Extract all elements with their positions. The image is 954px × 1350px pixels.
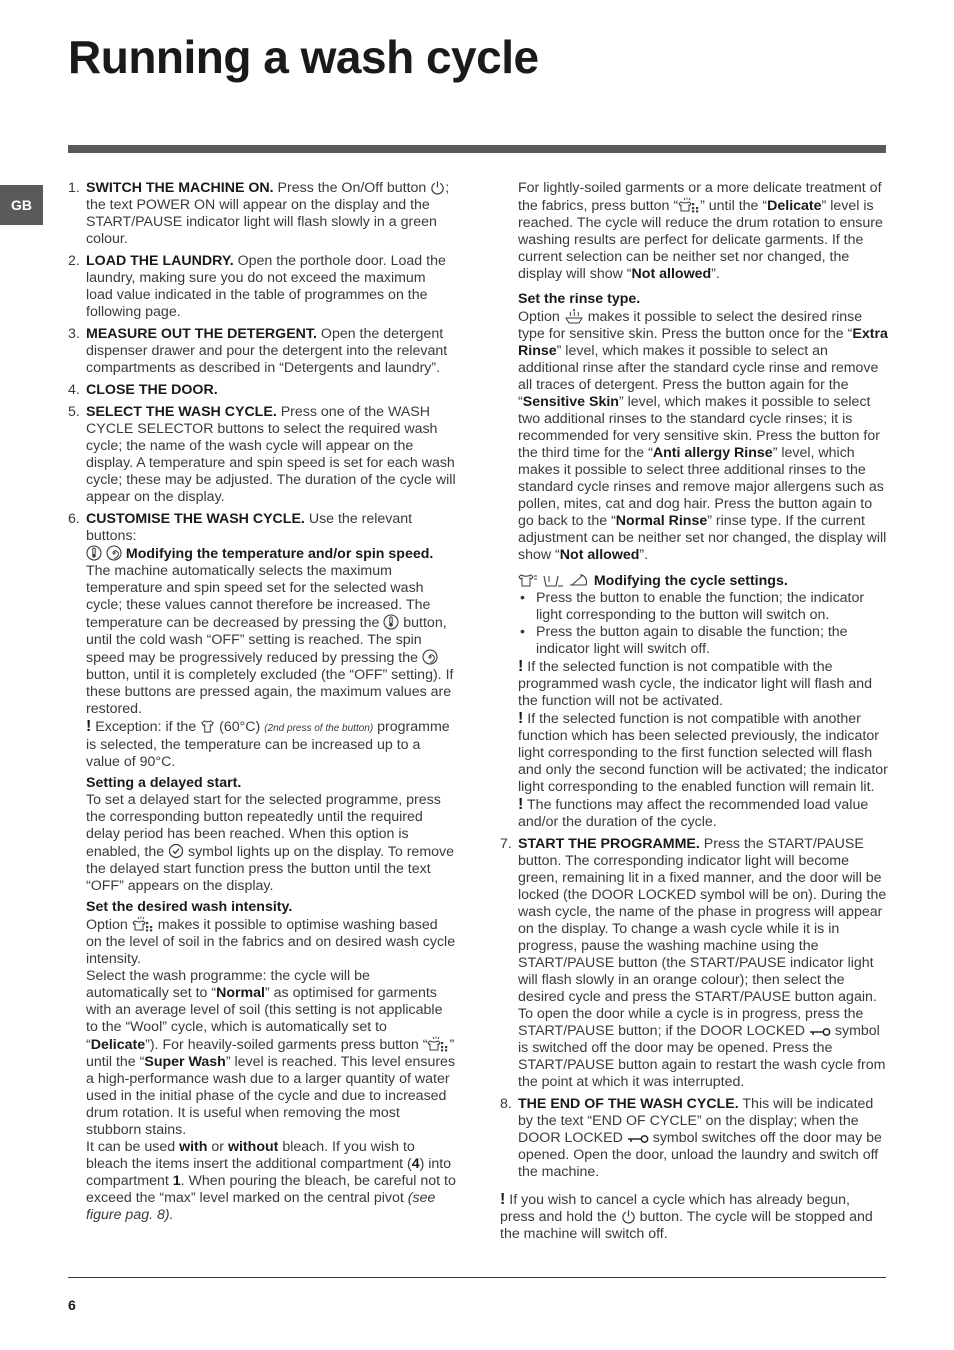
section-text: The machine automatically selects the maximum temperature and spin speed set for the selected wash cycle; these values cannot therefore be increased. The temperature can be decreased by pressing the <box>86 563 431 631</box>
cotton-shirt-icon <box>200 719 215 734</box>
door-locked-key-icon <box>809 1026 831 1038</box>
delicate-treatment-section <box>500 180 888 831</box>
step-heading: SELECT THE WASH CYCLE. <box>86 404 277 420</box>
display-message: Not allowed <box>631 266 712 282</box>
section-heading: Modifying the temperature and/or spin speed. <box>125 546 434 562</box>
tshirt-function-icon <box>518 572 538 588</box>
right-column <box>500 180 888 1243</box>
section-text: ” rinse type. If the current adjustment can be neither set nor changed, the display will show “ <box>518 513 887 563</box>
step-end-of-cycle <box>500 1096 888 1181</box>
section-text: ” level, which makes it possible to select three additional rinses to the standard cycle rinses and remove major allergens such as pollen, mites, cat and dog hair. Press the button again to go back to the “ <box>518 445 884 529</box>
step-number: 4. <box>68 382 80 398</box>
language-tab: GB <box>0 185 43 225</box>
level-name: Normal <box>216 985 265 1001</box>
section-text: ” until the “ <box>86 1037 455 1070</box>
section-text: ) into compartment <box>86 1156 452 1189</box>
level-name: Super Wash <box>144 1054 226 1070</box>
step-customise-cycle <box>68 511 456 1224</box>
settings-list <box>518 590 888 658</box>
note-text: Exception: if the <box>91 719 201 735</box>
section-text: button, until the cold wash “OFF” setting is reached. The spin speed may be progressively reduced by pressing the <box>86 615 447 666</box>
temperature-icon <box>86 545 102 561</box>
note-small: (2nd press of the button) <box>264 723 374 734</box>
wash-intensity-icon <box>678 197 700 213</box>
section-heading: Set the desired wash intensity. <box>86 899 293 915</box>
step-number: 2. <box>68 253 80 269</box>
emphasis: with <box>179 1139 208 1155</box>
step-text: ; the text POWER ON will appear on the display and the START/PAUSE indicator light will flash slowly in a green colour. <box>86 180 450 247</box>
step-load-laundry <box>68 253 456 321</box>
spin-icon <box>106 545 122 561</box>
power-icon <box>430 180 445 195</box>
warning-mark: ! <box>518 796 524 813</box>
list-item: • Press the button to enable the function; the indicator light corresponding to the button will switch on. <box>536 590 888 624</box>
step-text: Open the porthole door. Load the laundry, making sure you do not exceed the maximum load value indicated in the table of programmes on the following page. <box>86 253 446 320</box>
warning-mark: ! <box>518 710 524 727</box>
compat-note <box>518 710 888 796</box>
step-text: Press the START/PAUSE button. The corresponding indicator light will become green, remaining lit in a fixed manner, and the door will be locked (the DOOR LOCKED symbol will be on). During the wash cycle, the name of the phase in progress will appear on the display. To change a wash cycle while it is in progress, pause the washing machine using the START/PAUSE button (the START/PAUSE indicator light will flash slowly in an orange colour); then select the desired cycle and press the START/PAUSE button again. To open the door while a cycle is in progress, press the START/PAUSE button; if the DOOR LOCKED <box>518 836 887 1039</box>
title-divider <box>68 145 886 153</box>
section-text: ” level is reached. This level ensures a high-performance wash due to a larger quantity of water used in the initial phase of the cycle and due to increased drum rotation. It is useful when removing the most stubborn stains. <box>86 1054 456 1138</box>
section-text: To set a delayed start for the selected programme, press the corresponding button repeatedly until the required delay period has been reached. When this option is enabled, the <box>86 792 441 860</box>
section-text: ” level, which makes it possible to select an additional rinse after the standard cycle rinse and remove all traces of detergent. Press the button again for the “ <box>518 343 879 410</box>
wash-intensity-icon <box>132 916 154 932</box>
exception-note <box>86 718 456 771</box>
compartment-number: 4 <box>411 1156 420 1172</box>
section-heading: Modifying the cycle settings. <box>593 573 788 589</box>
power-icon <box>621 1209 636 1224</box>
step-close-door <box>68 382 456 399</box>
step-measure-detergent <box>68 326 456 377</box>
step-text: Open the detergent dispenser drawer and pour the detergent into the relevant compartments as described in “Detergents and laundry”. <box>86 326 448 376</box>
spin-icon <box>422 649 438 665</box>
section-text: Option <box>518 309 564 325</box>
step-heading: SWITCH THE MACHINE ON. <box>86 180 274 196</box>
section-heading: Setting a delayed start. <box>86 775 242 791</box>
section-text: ” level is reached. The cycle will reduce the drum rotation to ensure washing results are perfect for delicate garments. If the current selection can be neither set nor changed, the display will show “ <box>518 198 883 282</box>
section-text: or <box>207 1139 228 1155</box>
step-heading: START THE PROGRAMME. <box>518 836 700 852</box>
section-heading: Set the rinse type. <box>518 291 641 307</box>
display-message: Not allowed <box>559 547 640 563</box>
section-text: ”. <box>639 547 649 563</box>
warning-mark: ! <box>86 718 92 735</box>
section-text: It can be used <box>86 1139 180 1155</box>
cycle-settings-section <box>518 572 888 831</box>
page-title: Running a wash cycle <box>68 31 539 83</box>
section-text: . When pouring the bleach, be careful not to exceed the “max” level marked on the central pivot <box>86 1173 456 1206</box>
step-heading: LOAD THE LAUNDRY. <box>86 253 234 269</box>
step-number: 3. <box>68 326 80 342</box>
warning-mark: ! <box>518 658 524 675</box>
step-heading: CUSTOMISE THE WASH CYCLE. <box>86 511 305 527</box>
load-note <box>518 796 888 831</box>
page-number: 6 <box>68 1297 76 1313</box>
step-heading: MEASURE OUT THE DETERGENT. <box>86 326 317 342</box>
step-number: 5. <box>68 404 80 420</box>
rinse-icon <box>564 308 584 324</box>
step-number: 1. <box>68 180 80 196</box>
figure-reference: (see figure pag. 8). <box>86 1190 436 1223</box>
section-text: ”). For heavily-soiled garments press button “ <box>145 1037 428 1053</box>
wash-intensity-section <box>86 899 456 1224</box>
step-heading: THE END OF THE WASH CYCLE. <box>518 1096 739 1112</box>
level-name: Normal Rinse <box>615 513 708 529</box>
compartment-number: 1 <box>172 1173 181 1189</box>
level-name: Delicate <box>90 1037 146 1053</box>
note-text: If the selected function is not compatible with another function which has been selected previously, the indicator light corresponding to the first function selected will flash and only the second function will be activated; the indicator light corresponding to the enabled function will remain lit. <box>518 711 888 795</box>
step-select-cycle <box>68 404 456 506</box>
level-name: Extra Rinse <box>518 326 888 359</box>
step-text: symbol switches off the door may be opened. Open the door, unload the laundry and switch off the machine. <box>518 1130 882 1180</box>
section-text: button, until it is completely excluded (the “OFF” setting). If these buttons are pressed again, the maximum values are restored. <box>86 667 454 717</box>
compat-note <box>518 658 888 710</box>
section-text: ” as optimised for garments with an average level of soil (this setting is not applicable to the “Wool” cycle, which is automatically set to “ <box>86 985 443 1053</box>
step-start-programme <box>500 836 888 1091</box>
step-switch-on <box>68 180 456 248</box>
note-text: If the selected function is not compatible with the programmed wash cycle, the indicator light will flash and the function will not be activated. <box>518 659 873 709</box>
step-text: Press one of the WASH CYCLE SELECTOR buttons to select the required wash cycle; the name of the wash cycle will appear on the display. A temperature and spin speed is set for each wash cycle; these may be adjusted. The duration of the cycle will appear on the display. <box>86 404 456 505</box>
door-locked-key-icon <box>627 1133 649 1145</box>
section-text: ” level, which makes it possible to select two additional rinses to the standard cycle rinses; it is recommended for very sensitive skin. Press the button for the third time for the “ <box>518 394 880 461</box>
wash-intensity-icon <box>427 1036 449 1052</box>
level-name: Anti allergy Rinse <box>652 445 773 461</box>
step-text: This will be indicated by the text “END OF CYCLE” on the display; when the DOOR LOCKED <box>518 1096 874 1146</box>
section-text: Option <box>86 917 132 933</box>
step-text: Use the relevant buttons: <box>86 511 413 544</box>
step-number: 8. <box>500 1096 512 1112</box>
section-text: For lightly-soiled garments or a more delicate treatment of the fabrics, press button “ <box>518 180 882 214</box>
section-text: ”. <box>711 266 720 282</box>
step-heading: CLOSE THE DOOR. <box>86 382 218 398</box>
step-number: 7. <box>500 836 512 852</box>
rinse-type-section <box>518 291 888 564</box>
warning-mark: ! <box>500 1191 506 1208</box>
temperature-icon <box>383 614 399 630</box>
section-text: Select the wash programme: the cycle will be automatically set to “ <box>86 968 370 1001</box>
note-text: button. The cycle will be stopped and the machine will switch off. <box>500 1209 873 1242</box>
section-text: symbol lights up on the display. To remove the delayed start function press the button until the text “OFF” appears on the display. <box>86 844 455 894</box>
note-text: If you wish to cancel a cycle which has already begun, press and hold the <box>500 1192 850 1225</box>
note-text: programme is selected, the temperature can be increased up to a value of 90°C. <box>86 719 450 770</box>
footer-divider <box>68 1277 886 1278</box>
delay-timer-icon <box>168 843 184 859</box>
section-text: ” until the “ <box>700 198 768 214</box>
step-text: symbol is switched off the door may be opened. Press the START/PAUSE button again to restart the wash cycle from the point at which it was interrupted. <box>518 1023 886 1090</box>
step-number: 6. <box>68 511 80 527</box>
section-text: makes it possible to optimise washing based on the level of soil in the fabrics and on desired wash cycle intensity. <box>86 917 456 967</box>
basin-function-icon <box>542 572 564 588</box>
cancel-cycle-note <box>500 1191 888 1243</box>
delayed-start-section <box>86 775 456 895</box>
section-text: bleach. If you wish to bleach the items insert the additional compartment ( <box>86 1139 415 1172</box>
emphasis: without <box>227 1139 279 1155</box>
temperature-spin-section <box>86 545 456 718</box>
note-text: (60°C) <box>215 719 265 735</box>
section-text: makes it possible to select the desired rinse type for sensitive skin. Press the button once for the “ <box>518 309 863 342</box>
level-name: Delicate <box>767 198 822 214</box>
easy-iron-icon <box>568 572 590 588</box>
level-name: Sensitive Skin <box>522 394 619 410</box>
left-column <box>68 180 456 1229</box>
note-text: The functions may affect the recommended load value and/or the duration of the cycle. <box>518 797 869 830</box>
list-item: • Press the button again to disable the function; the indicator light will switch off. <box>536 624 888 658</box>
step-text: Press the On/Off button <box>273 180 431 196</box>
